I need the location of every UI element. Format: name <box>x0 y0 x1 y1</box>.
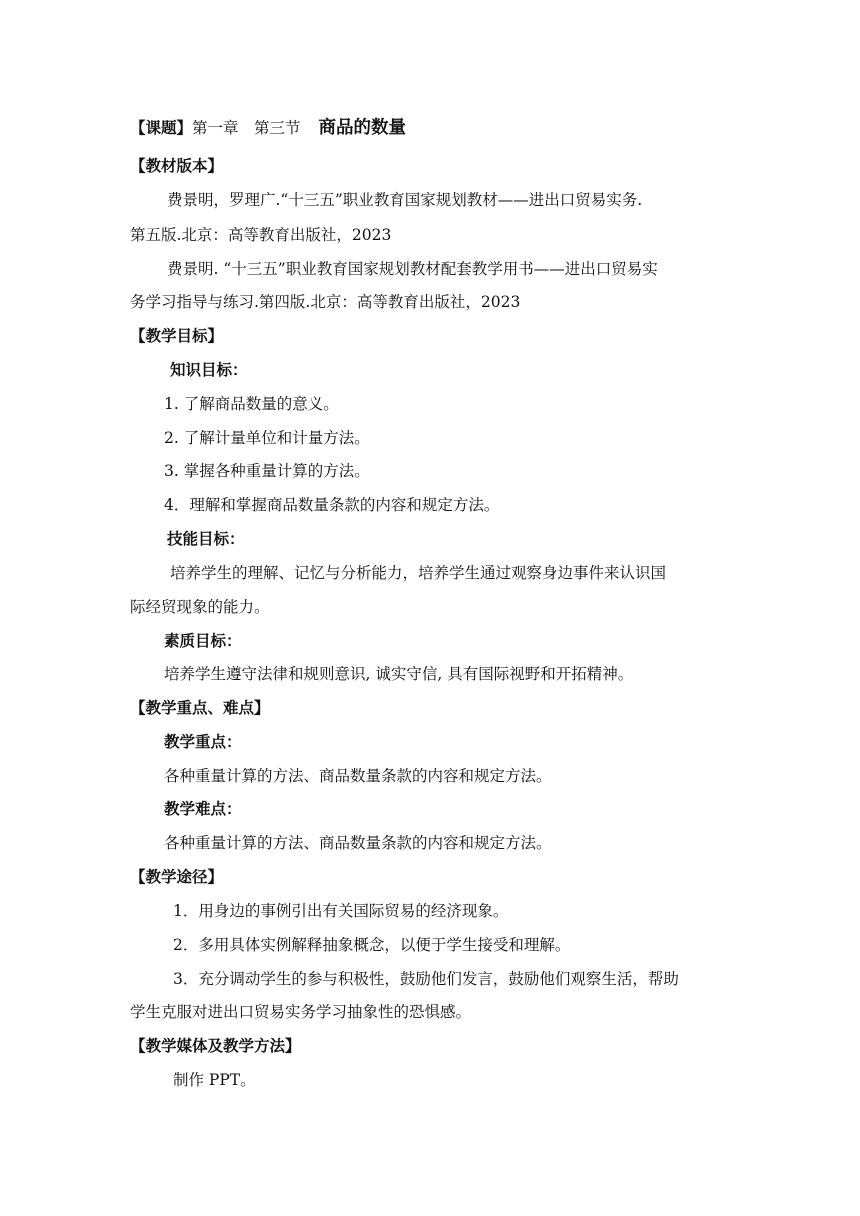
knowledge-item-3: 3. 掌握各种重量计算的方法。 <box>164 462 370 480</box>
quality-text: 培养学生遵守法律和规则意识, 诚实守信, 具有国际视野和开拓精神。 <box>164 665 634 683</box>
knowledge-item-4: 4．理解和掌握商品数量条款的内容和规定方法。 <box>164 496 500 514</box>
difficulty-heading: 教学难点： <box>164 799 242 818</box>
lesson-chapter: 第一章 第三节 <box>192 119 301 137</box>
textbook-ref2-line1: 费景明. “十三五”职业教育国家规划教材配套教学用书——进出口贸易实 <box>167 260 658 278</box>
skill-text-line2: 际经贸现象的能力。 <box>130 598 270 616</box>
lesson-title-prefix: 【课题】 <box>130 118 193 137</box>
media-text: 制作 PPT。 <box>173 1071 256 1089</box>
approach-item-2: 2．多用具体实例解释抽象概念，以便于学生接受和理解。 <box>173 936 571 954</box>
skill-text-line1: 培养学生的理解、记忆与分析能力，培养学生通过观察身边事件来认识国 <box>170 564 667 582</box>
skill-objectives-heading: 技能目标： <box>167 529 245 548</box>
approach-item-3-line2: 学生克服对进出口贸易实务学习抽象性的恐惧感。 <box>130 1003 472 1021</box>
focus-heading: 教学重点： <box>164 732 242 751</box>
lesson-title <box>130 118 406 138</box>
textbook-ref1-line1: 费景明，罗理广.“十三五”职业教育国家规划教材——进出口贸易实务. <box>167 191 643 209</box>
approach-heading: 【教学途径】 <box>130 867 224 886</box>
approach-item-3-line1: 3．充分调动学生的参与积极性，鼓励他们发言，鼓励他们观察生活，帮助 <box>173 970 679 988</box>
knowledge-item-2: 2. 了解计量单位和计量方法。 <box>164 429 370 447</box>
knowledge-objectives-heading: 知识目标： <box>170 360 248 379</box>
keypoints-heading: 【教学重点、难点】 <box>130 698 270 717</box>
textbook-ref1-line2: 第五版.北京：高等教育出版社，2023 <box>130 226 392 244</box>
quality-objectives-heading: 素质目标： <box>164 631 242 650</box>
media-heading: 【教学媒体及教学方法】 <box>130 1036 301 1055</box>
approach-item-1: 1．用身边的事例引出有关国际贸易的经济现象。 <box>173 902 509 920</box>
objectives-heading: 【教学目标】 <box>130 326 224 345</box>
knowledge-item-1: 1. 了解商品数量的意义。 <box>164 395 339 413</box>
focus-text: 各种重量计算的方法、商品数量条款的内容和规定方法。 <box>164 767 552 785</box>
textbook-heading: 【教材版本】 <box>130 156 224 175</box>
textbook-ref2-line2: 务学习指导与练习.第四版.北京：高等教育出版社，2023 <box>130 293 521 311</box>
lesson-topic: 商品的数量 <box>318 118 407 138</box>
difficulty-text: 各种重量计算的方法、商品数量条款的内容和规定方法。 <box>164 834 552 852</box>
